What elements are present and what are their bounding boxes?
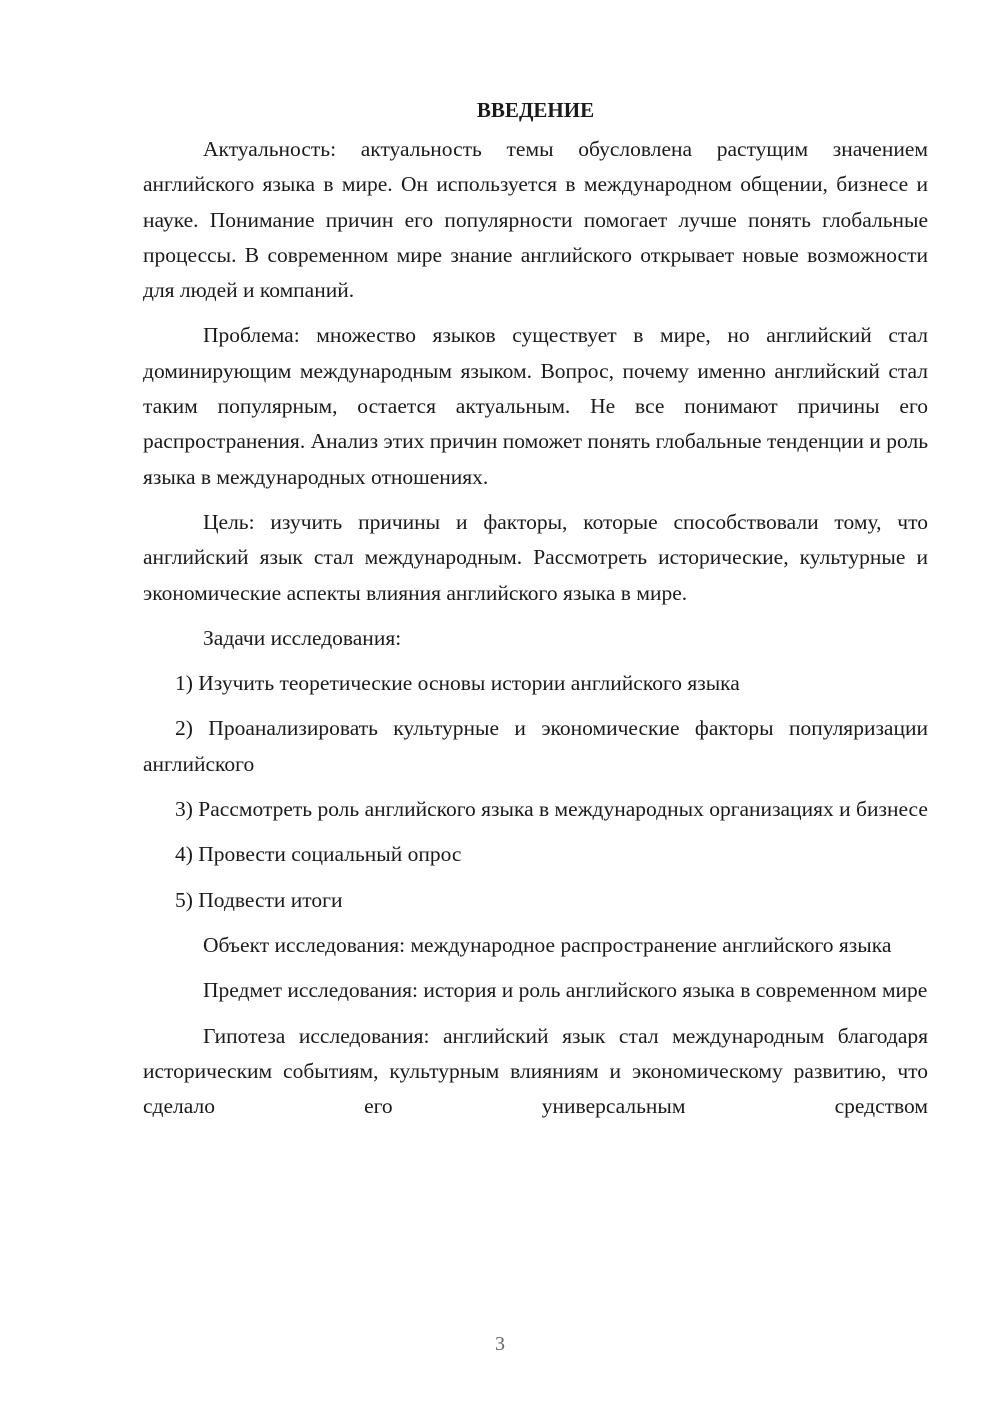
paragraph-subject: Предмет исследования: история и роль английского языка в современном мире: [203, 978, 928, 1003]
document-title: ВВЕДЕНИЕ: [476, 98, 595, 122]
paragraph-hypothesis: Гипотеза исследования: английский язык стал международным благодаря историческим событиям, культурным влияниям и экономическому развитию, что сделало его универсальным средством: [143, 1023, 928, 1119]
task-item-4: 4) Провести социальный опрос: [175, 842, 462, 867]
paragraph-goal: Цель: изучить причины и факторы, которые способствовали тому, что английский язык стал международным. Рассмотреть исторические, культурные и экономические аспекты влияния английского языка в мире.: [143, 509, 928, 605]
document-page: [143, 92, 928, 1124]
paragraph-relevance: Актуальность: актуальность темы обусловлена растущим значением английского языка в мире. Он используется в международном общении, бизнесе и науке. Понимание причин его популярности помогает лучше понять глобальные процессы. В современном мире знание английского открывает новые возможности для людей и компаний.: [143, 137, 928, 303]
paragraph-problem: Проблема: множество языков существует в мире, но английский стал доминирующим международным языком. Вопрос, почему именно английский стал таким популярным, остается актуальным. Не все понимают причины его распространения. Анализ этих причин поможет понять глобальные тенденции и роль языка в международных отношениях.: [143, 323, 928, 489]
task-item-1: 1) Изучить теоретические основы истории английского языка: [175, 671, 740, 696]
task-item-5: 5) Подвести итоги: [175, 887, 343, 912]
paragraph-tasks-heading: Задачи исследования:: [203, 625, 402, 650]
paragraph-object: Объект исследования: международное распространение английского языка: [203, 932, 892, 957]
task-item-2: 2) Проанализировать культурные и экономические факторы популяризации английского: [143, 716, 928, 776]
task-item-3: 3) Рассмотреть роль английского языка в международных организациях и бизнесе: [175, 797, 928, 822]
page-number: 3: [495, 1333, 505, 1355]
